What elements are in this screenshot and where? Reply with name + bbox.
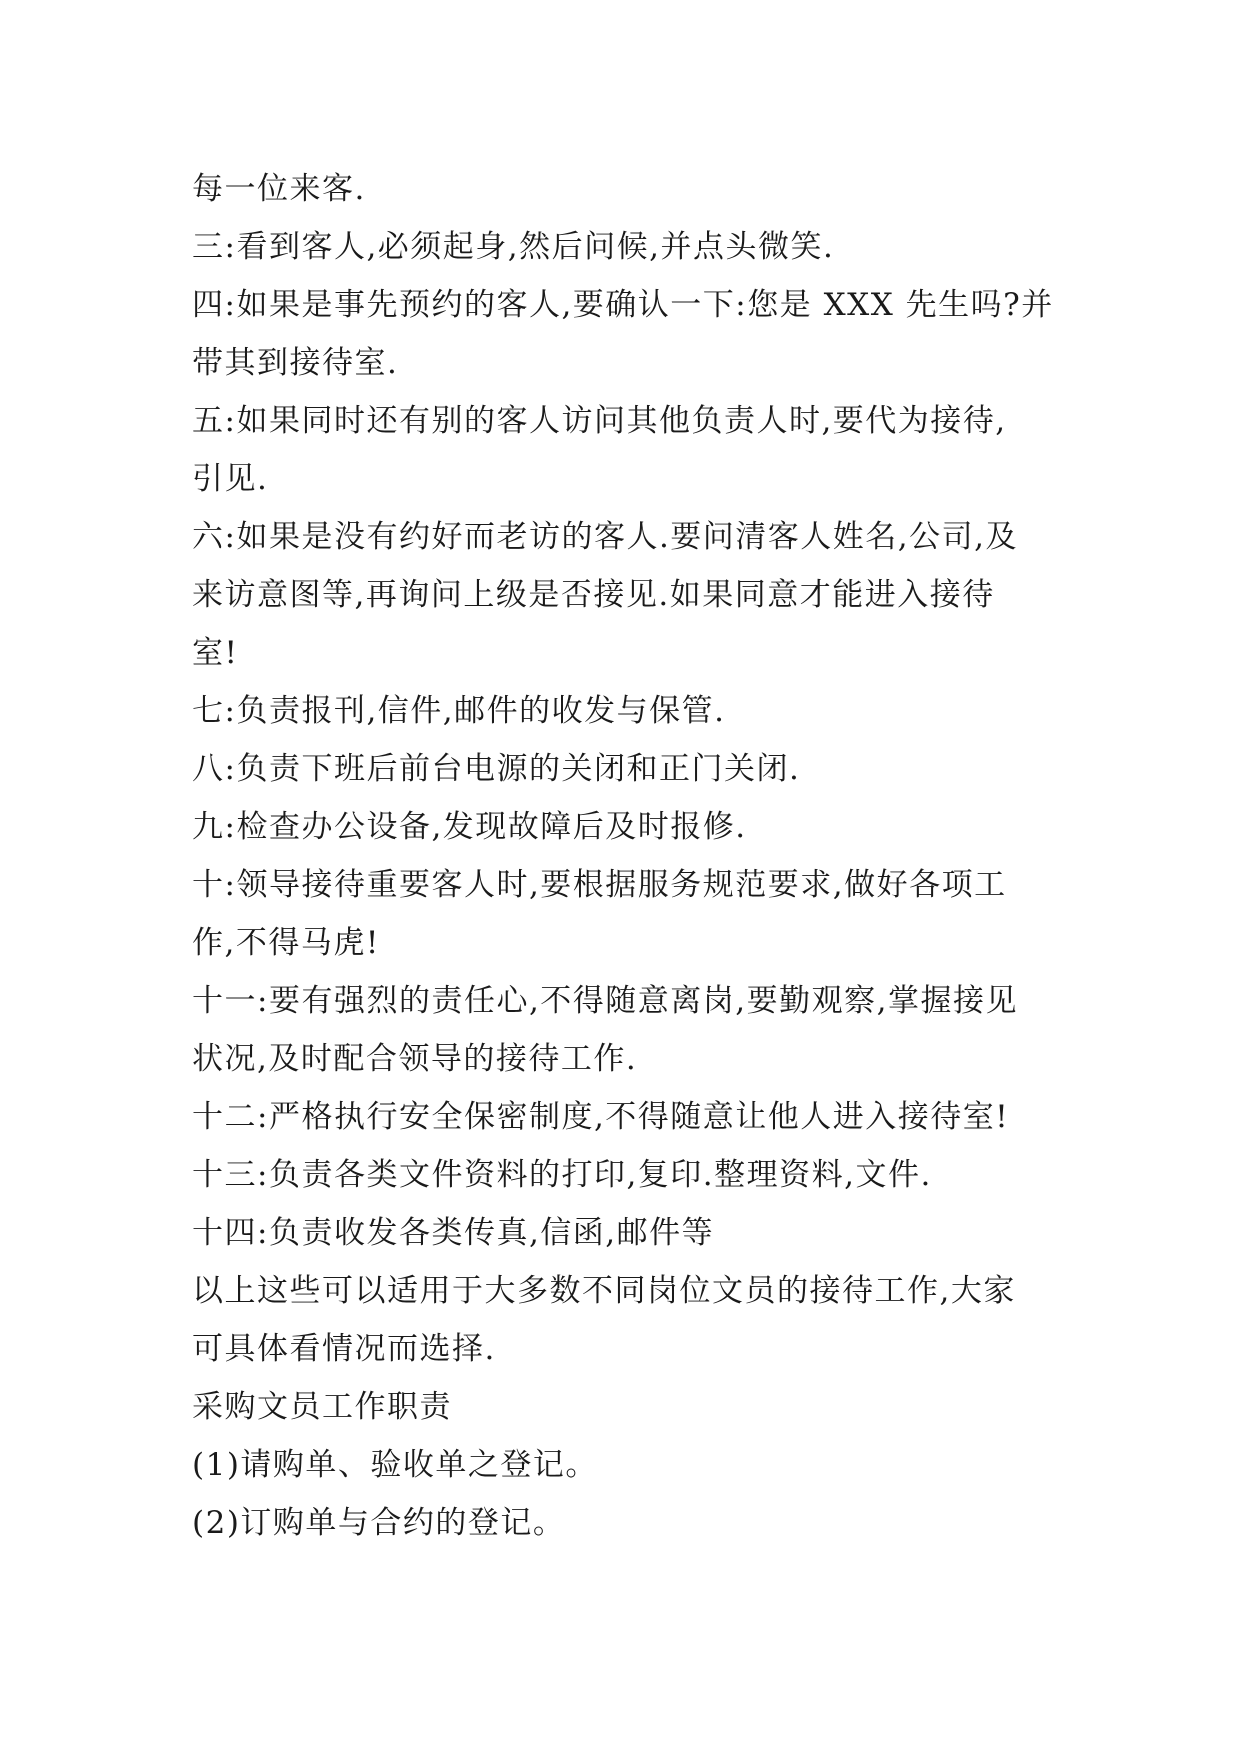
text-line: 带其到接待室. (192, 345, 399, 381)
text-line: 十四:负责收发各类传真,信函,邮件等 (192, 1215, 715, 1251)
text-line: 七:负责报刊,信件,邮件的收发与保管. (192, 693, 726, 729)
section-heading: 采购文员工作职责 (192, 1389, 452, 1425)
text-line: 三:看到客人,必须起身,然后问候,并点头微笑. (192, 229, 835, 265)
text-line: 九:检查办公设备,发现故障后及时报修. (192, 809, 747, 845)
text-line: 以上这些可以适用于大多数不同岗位文员的接待工作,大家 (192, 1273, 1016, 1309)
text-line: 十二:严格执行安全保密制度,不得随意让他人进入接待室! (192, 1099, 1010, 1135)
text-line: 四:如果是事先预约的客人,要确认一下:您是 XXX 先生吗?并 (192, 287, 1054, 323)
text-line: 引见. (192, 461, 269, 497)
text-line: (2)订购单与合约的登记。 (192, 1505, 566, 1541)
text-line: 六:如果是没有约好而老访的客人.要问清客人姓名,公司,及 (192, 519, 1019, 555)
text-line: 每一位来客. (192, 171, 366, 207)
text-line: 作,不得马虎! (192, 925, 380, 961)
document-body (192, 160, 1062, 1552)
text-line: 八:负责下班后前台电源的关闭和正门关闭. (192, 751, 801, 787)
text-line: 室! (192, 635, 239, 671)
text-line: 十一:要有强烈的责任心,不得随意离岗,要勤观察,掌握接见 (192, 983, 1019, 1019)
text-line: 十:领导接待重要客人时,要根据服务规范要求,做好各项工 (192, 867, 1007, 903)
text-line: 可具体看情况而选择. (192, 1331, 496, 1367)
text-line: (1)请购单、验收单之登记。 (192, 1447, 598, 1483)
text-line: 十三:负责各类文件资料的打印,复印.整理资料,文件. (192, 1157, 932, 1193)
text-line: 状况,及时配合领导的接待工作. (192, 1041, 638, 1077)
text-line: 五:如果同时还有别的客人访问其他负责人时,要代为接待, (192, 403, 1007, 439)
text-line: 来访意图等,再询问上级是否接见.如果同意才能进入接待 (192, 577, 995, 613)
